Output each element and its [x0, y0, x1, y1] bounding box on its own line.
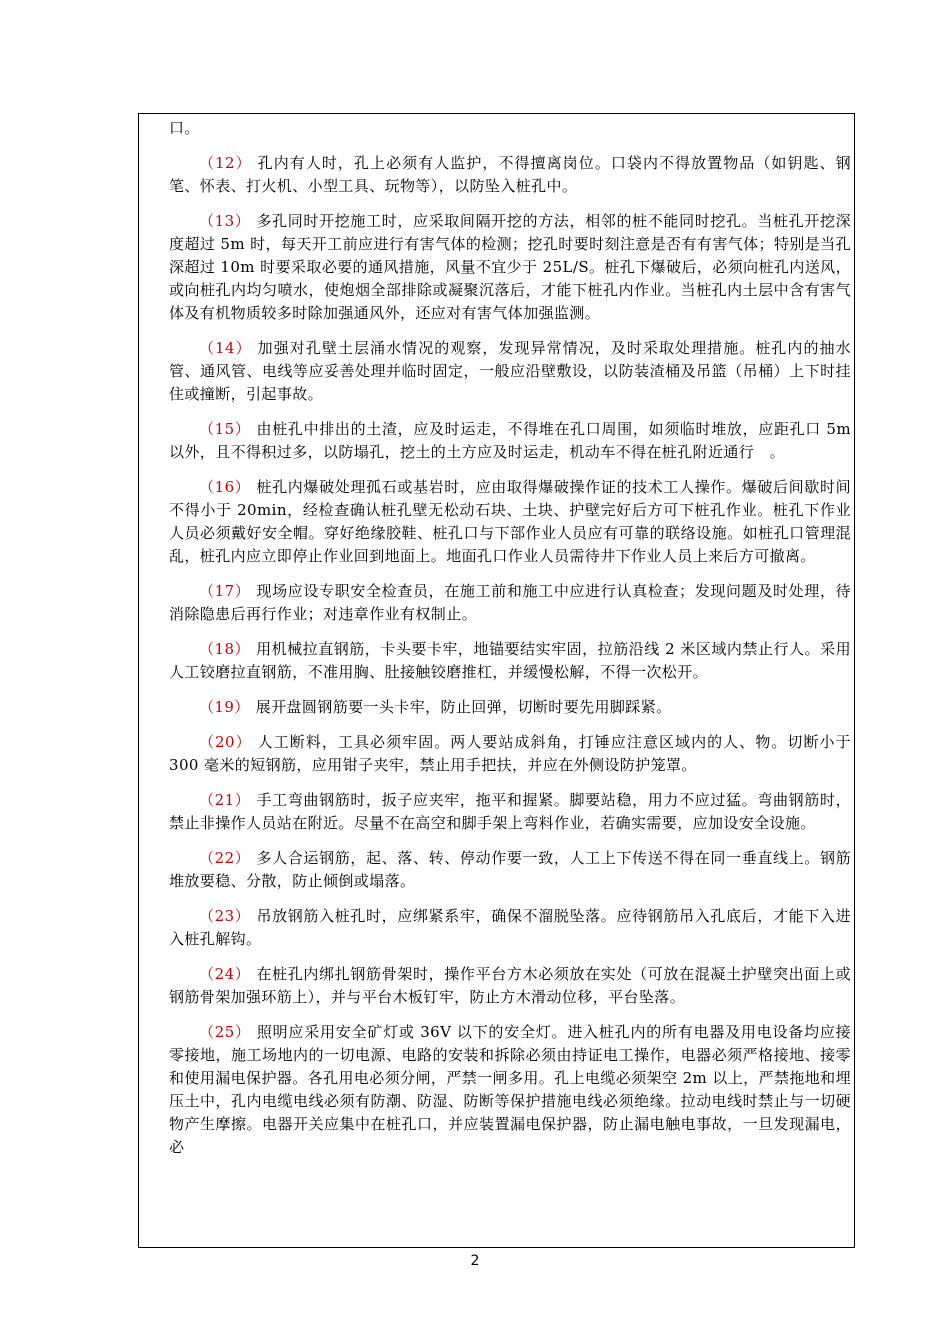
clause-number: （17） — [199, 582, 251, 600]
clause-number: （25） — [199, 1023, 251, 1041]
continuation-paragraph — [169, 117, 851, 140]
clause-12 — [169, 152, 851, 198]
clause-text: 用机械拉直钢筋，卡头要卡牢，地锚要结实牢固，拉筋沿线 2 米区域内禁止行人。采用人工铰磨拉直钢筋，不准用胸、肚接触铰磨推杠，并缓慢松解，不得一次松开。 — [169, 640, 851, 681]
clause-number: （22） — [199, 849, 251, 867]
clause-13 — [169, 210, 851, 325]
clause-number: （20） — [199, 733, 252, 751]
clause-number: （13） — [199, 212, 251, 230]
clause-number: （21） — [199, 791, 251, 809]
clause-text: 现场应设专职安全检查员，在施工前和施工中应进行认真检查；发现问题及时处理，待消除隐患后再行作业；对违章作业有权制止。 — [169, 582, 851, 623]
clause-text: 多孔同时开挖施工时，应采取间隔开挖的方法，相邻的桩不能同时挖孔。当桩孔开挖深度超过 5m 时，每天开工前应进行有害气体的检测；挖孔时要时刻注意是否有有害气体；特别是当孔深超过 10m 时要采取必要的通风措施，风量不宜少于 25L/S。桩孔下爆破后，必须向桩孔内送风，或向桩孔内均匀喷水，使炮烟全部排除或凝聚沉落后，才能下桩孔内作业。当桩孔内土层中含有害气体及有机物质较多时除加强通风外，还应对有害气体加强监测。 — [169, 212, 851, 322]
clause-text: 在桩孔内绑扎钢筋骨架时，操作平台方木必须放在实处（可放在混凝土护壁突出面上或钢筋骨架加强环筋上），并与平台木板钉牢，防止方木滑动位移，平台坠落。 — [169, 965, 851, 1006]
clause-14 — [169, 337, 851, 406]
page-number: 2 — [470, 1253, 480, 1269]
clause-25 — [169, 1021, 851, 1159]
clause-text: 照明应采用安全矿灯或 36V 以下的安全灯。进入桩孔内的所有电器及用电设备均应接零接地，施工场地内的一切电源、电路的安装和拆除必须由持证电工操作，电器必须严格接地、接零和使用漏电保护器。各孔用电必须分闸，严禁一闸多用。孔上电缆必须架空 2m 以上，严禁拖地和埋压土中，孔内电缆电线必须有防潮、防湿、防断等保护措施电线必须绝缘。拉动电线时禁止与一切硬物产生摩擦。电器开关应集中在桩孔口，并应装置漏电保护器，防止漏电触电事故，一旦发现漏电，必 — [169, 1023, 852, 1156]
clause-text: 孔内有人时，孔上必须有人监护，不得擅离岗位。口袋内不得放置物品（如钥匙、钢笔、怀表、打火机、小型工具、玩物等），以防坠入桩孔中。 — [169, 154, 851, 195]
clause-number: （15） — [199, 420, 251, 438]
page-frame — [138, 113, 855, 1248]
clause-17 — [169, 580, 851, 626]
clause-21 — [169, 789, 851, 835]
clause-16 — [169, 476, 851, 568]
clause-15 — [169, 418, 851, 464]
clause-23 — [169, 905, 851, 951]
clause-number: （23） — [199, 907, 251, 925]
clause-text: 手工弯曲钢筋时，扳子应夹牢，拖平和握紧。脚要站稳，用力不应过猛。弯曲钢筋时，禁止非操作人员站在附近。尽量不在高空和脚手架上弯料作业，若确实需要，应加设安全设施。 — [169, 791, 851, 832]
clause-20 — [169, 731, 851, 777]
continuation-text: 口。 — [169, 119, 200, 137]
clause-number: （18） — [199, 640, 251, 658]
clause-number: （14） — [199, 339, 252, 357]
clause-text: 多人合运钢筋，起、落、转、停动作要一致，人工上下传送不得在同一垂直线上。钢筋堆放要稳、分散，防止倾倒或塌落。 — [169, 849, 851, 890]
clause-24 — [169, 963, 851, 1009]
clause-22 — [169, 847, 851, 893]
clause-number: （16） — [199, 478, 251, 496]
clause-text: 吊放钢筋入桩孔时，应绑紧系牢，确保不溜脱坠落。应待钢筋吊入孔底后，才能下入进入桩孔解钩。 — [169, 907, 851, 948]
clause-text: 加强对孔壁土层涌水情况的观察，发现异常情况，及时采取处理措施。桩孔内的抽水管、通风管、电线等应妥善处理并临时固定，一般应沿壁敷设，以防装渣桶及吊篮（吊桶）上下时挂住或撞断，引起事故。 — [169, 339, 851, 403]
clause-19 — [169, 696, 851, 719]
clause-text: 展开盘圆钢筋要一头卡牢，防止回弹，切断时要先用脚踩紧。 — [255, 698, 672, 716]
clause-number: （12） — [199, 154, 252, 172]
clause-text: 人工断料，工具必须牢固。两人要站成斜角，打锤应注意区域内的人、物。切断小于 300 毫米的短钢筋，应用钳子夹牢，禁止用手把扶，并应在外侧设防护笼罩。 — [169, 733, 851, 774]
clause-18 — [169, 638, 851, 684]
document-body — [169, 117, 851, 1171]
clause-text: 由桩孔中排出的土渣，应及时运走，不得堆在孔口周围，如须临时堆放，应距孔口 5m 以外，且不得积过多，以防塌孔，挖土的土方应及时运走，机动车不得在桩孔附近通行 。 — [169, 420, 852, 461]
clause-number: （19） — [199, 698, 250, 716]
clause-text: 桩孔内爆破处理孤石或基岩时，应由取得爆破操作证的技术工人操作。爆破后间歇时间不得小于 20min，经检查确认桩孔壁无松动石块、土块、护壁完好后方可下桩孔作业。桩孔下作业人员必须戴好安全帽。穿好绝缘胶鞋、桩孔口与下部作业人员应有可靠的联络设施。如桩孔口管理混乱，桩孔内应立即停止作业回到地面上。地面孔口作业人员需待井下作业人员上来后方可撤离。 — [169, 478, 851, 565]
clause-number: （24） — [199, 965, 251, 983]
